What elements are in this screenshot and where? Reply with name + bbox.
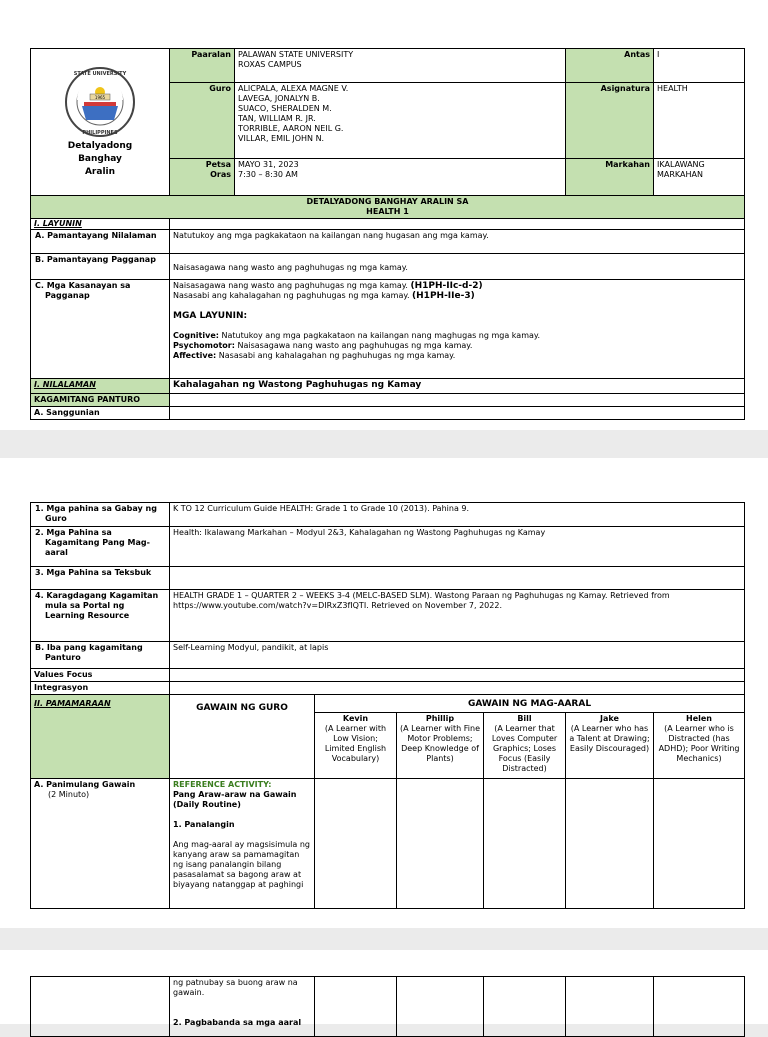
values-focus-label: Values Focus: [31, 669, 170, 682]
nilalaman-heading: I. NILALAMAN: [31, 379, 170, 394]
reference-value: Self-Learning Modyul, pandikit, at lapis: [170, 642, 745, 669]
kagamitang-panturo: KAGAMITANG PANTURO: [31, 394, 170, 407]
panimulang-gawain-label: A. Panimulang Gawain (2 Minuto): [31, 779, 170, 909]
paaralan-label: Paaralan: [170, 49, 235, 83]
learner-header: Phillip (A Learner with Fine Motor Problems; Deep Knowledge of Plants): [397, 713, 484, 779]
learner-header: Jake (A Learner who has a Talent at Drawing; Easily Discouraged): [566, 713, 654, 779]
guro-label: Guro: [170, 83, 235, 159]
petsa-oras-label: Petsa Oras: [170, 159, 235, 197]
nilalaman-value: Kahalagahan ng Wastong Paghuhugas ng Kamay: [170, 379, 745, 394]
layunin-table: [30, 195, 745, 420]
logo-cell: [31, 49, 170, 197]
markahan-value: IKALAWANG MARKAHAN: [654, 159, 745, 197]
gawain-mag-aaral-heading: GAWAIN NG MAG-AARAL: [315, 695, 745, 713]
paaralan-value: PALAWAN STATE UNIVERSITY ROXAS CAMPUS: [235, 49, 566, 83]
learner-header: Bill (A Learner that Loves Computer Graphics; Loses Focus (Easily Distracted): [484, 713, 566, 779]
pamantayang-pagganap-value: Naisasagawa nang wasto ang paghuhugas ng mga kamay.: [170, 254, 745, 280]
reference-value: HEALTH GRADE 1 – QUARTER 2 – WEEKS 3-4 (MELC-BASED SLM). Wastong Paraan ng Paghuhugas ng Kamay. Retrieved from https://www.youtube.com/watch?v=DIRxZ3fIQTI. Retrieved on November 7, 2022.: [170, 590, 745, 642]
reference-label: 1. Mga pahina sa Gabay ng Guro: [31, 503, 170, 527]
asignatura-value: HEALTH: [654, 83, 745, 159]
pamantayang-nilalaman-label: A. Pamantayang Nilalaman: [31, 230, 170, 254]
sanggunian-label: A. Sanggunian: [31, 407, 170, 420]
continued-activity: ng patnubay sa buong araw na gawain. 2. Pagbabanda sa mga aaral: [170, 977, 315, 1037]
svg-text:PHILIPPINES: PHILIPPINES: [82, 130, 118, 136]
learner-header: Helen (A Learner who is Distracted (has ADHD); Poor Writing Mechanics): [654, 713, 745, 779]
page-1: [0, 0, 768, 430]
reference-label: 2. Mga Pahina sa Kagamitang Pang Mag-aaral: [31, 527, 170, 567]
seal-year: 1965: [94, 95, 106, 100]
reference-value: Health: Ikalawang Markahan – Modyul 2&3, Kahalagahan ng Wastong Paghuhugas ng Kamay: [170, 527, 745, 567]
gawain-guro-heading: GAWAIN NG GURO: [170, 695, 315, 779]
antas-value: I: [654, 49, 745, 83]
university-seal-icon: [60, 66, 140, 138]
reference-value: K TO 12 Curriculum Guide HEALTH: Grade 1 to Grade 10 (2013). Pahina 9.: [170, 503, 745, 527]
petsa-oras-value: MAYO 31, 2023 7:30 – 8:30 AM: [235, 159, 566, 197]
references-table: [30, 502, 745, 909]
reference-label: 3. Mga Pahina sa Teksbuk: [31, 567, 170, 590]
guro-value: ALICPALA, ALEXA MAGNE V. LAVEGA, JONALYN B. SUACO, SHERALDEN M. TAN, WILLIAM R. JR. TORRIBLE, AARON NEIL G. VILLAR, EMIL JOHN N.: [235, 83, 566, 159]
page-3: [0, 950, 768, 1027]
integrasyon-label: Integrasyon: [31, 682, 170, 695]
svg-text:STATE UNIVERSITY: STATE UNIVERSITY: [73, 71, 127, 77]
page-2: [0, 458, 768, 928]
reference-value: [170, 567, 745, 590]
layunin-heading: I. LAYUNIN: [31, 219, 170, 230]
header-table: [30, 48, 745, 197]
panimulang-gawain-content: REFERENCE ACTIVITY: Pang Araw-araw na Gawain (Daily Routine) 1. Panalangin Ang mag-aaral ay magsisimula ng kanyang araw sa pamamagitan ng isang panalangin bilang pasasalamat sa bagong araw at biyayang natanggap at paghingi: [170, 779, 315, 909]
learner-header: Kevin (A Learner with Low Vision; Limited English Vocabulary): [315, 713, 397, 779]
continuation-table: [30, 976, 745, 1037]
pamantayang-pagganap-label: B. Pamantayang Pagganap: [31, 254, 170, 280]
asignatura-label: Asignatura: [566, 83, 654, 159]
lesson-title: DETALYADONG BANGHAY ARALIN SA HEALTH 1: [31, 196, 745, 219]
pamantayang-nilalaman-value: Natutukoy ang mga pagkakataon na kailangan nang hugasan ang mga kamay.: [170, 230, 745, 254]
kasanayan-label: C. Mga Kasanayan sa Pagganap: [31, 280, 170, 379]
reference-label: 4. Karagdagang Kagamitan mula sa Portal ng Learning Resource: [31, 590, 170, 642]
kasanayan-value: Naisasagawa nang wasto ang paghuhugas ng mga kamay. (H1PH-IIc-d-2) Nasasabi ang kahalagahan ng paghuhugas ng mga kamay. (H1PH-IIe-3) MGA LAYUNIN: Cognitive: Natutukoy ang mga pagkakataon na kailangan nang maghugas ng mga kamay. Psychomotor: Naisasagawa nang wasto ang paghuhugas ng mga kamay. Affective: Nasasabi ang kahalagahan ng paghuhugas ng mga kamay.: [170, 280, 745, 379]
markahan-label: Markahan: [566, 159, 654, 197]
document-title: Detalyadong Banghay Aralin: [67, 141, 133, 177]
reference-label: B. Iba pang kagamitang Panturo: [31, 642, 170, 669]
antas-label: Antas: [566, 49, 654, 83]
pamamaraan-heading: II. PAMAMARAAN: [31, 695, 170, 779]
